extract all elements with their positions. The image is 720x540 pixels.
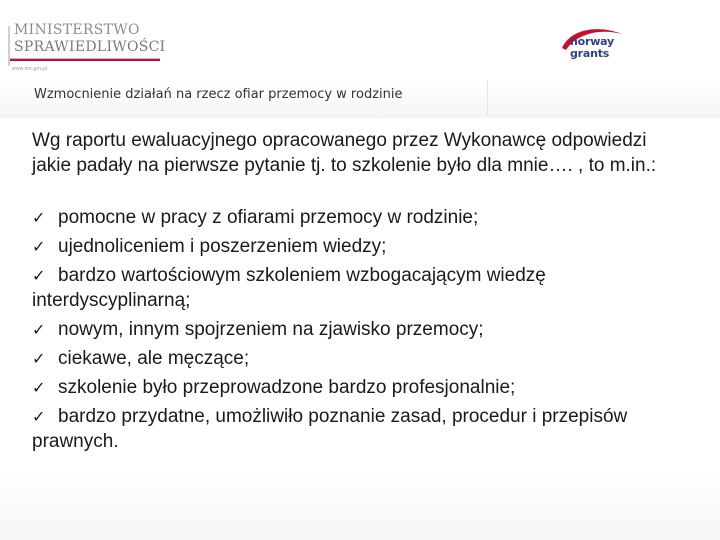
list-item [32,402,672,454]
answer-list [32,203,672,454]
ministry-url: www.ms.gov.pl [12,66,48,72]
list-item-text: szkolenie było przeprowadzone bardzo profesjonalnie; [58,377,516,398]
check-icon: ✓ [32,237,46,256]
slide-subtitle: Wzmocnienie działań na rzecz ofiar przemocy w rodzinie [34,87,403,102]
ministry-logo-rule [10,58,160,61]
list-item-text: nowym, innym spojrzeniem na zjawisko przemocy; [58,319,484,340]
norway-grants-line1: norway [570,35,615,48]
list-item-text: bardzo przydatne, umożliwiło poznanie zasad, procedur i przepisów prawnych. [32,406,628,452]
list-item-text: ciekawe, ale męczące; [58,348,250,369]
list-item-text: pomocne w pracy z ofiarami przemocy w rodzinie; [58,207,479,228]
slide-header [0,0,720,118]
header-divider [487,80,720,116]
ministry-logo [14,22,174,56]
list-item [32,373,672,402]
norway-grants-line2: grants [570,47,610,60]
check-icon: ✓ [32,266,46,285]
check-icon: ✓ [32,378,46,397]
norway-grants-logo [556,22,636,78]
list-item [32,344,672,373]
ministry-name-line1: MINISTERSTWO [14,22,140,38]
list-item [32,232,672,261]
intro-paragraph: Wg raportu ewaluacyjnego opracowanego przez Wykonawcę odpowiedzi jakie padały na pierwsze pytanie tj. to szkolenie było dla mnie…. , to m.in.: [32,130,657,176]
check-icon: ✓ [32,349,46,368]
list-item-text: bardzo wartościowym szkoleniem wzbogacającym wiedzę interdyscyplinarną; [32,265,546,311]
footer-fade [0,470,720,540]
check-icon: ✓ [32,320,46,339]
norway-grants-text [570,36,614,60]
list-item [32,203,672,232]
check-icon: ✓ [32,208,46,227]
ministry-name-line2: SPRAWIEDLIWOŚCI [14,39,166,55]
list-item [32,315,672,344]
slide-body [32,128,672,454]
check-icon: ✓ [32,407,46,426]
list-item [32,261,672,315]
list-item-text: ujednoliceniem i poszerzeniem wiedzy; [58,236,387,257]
